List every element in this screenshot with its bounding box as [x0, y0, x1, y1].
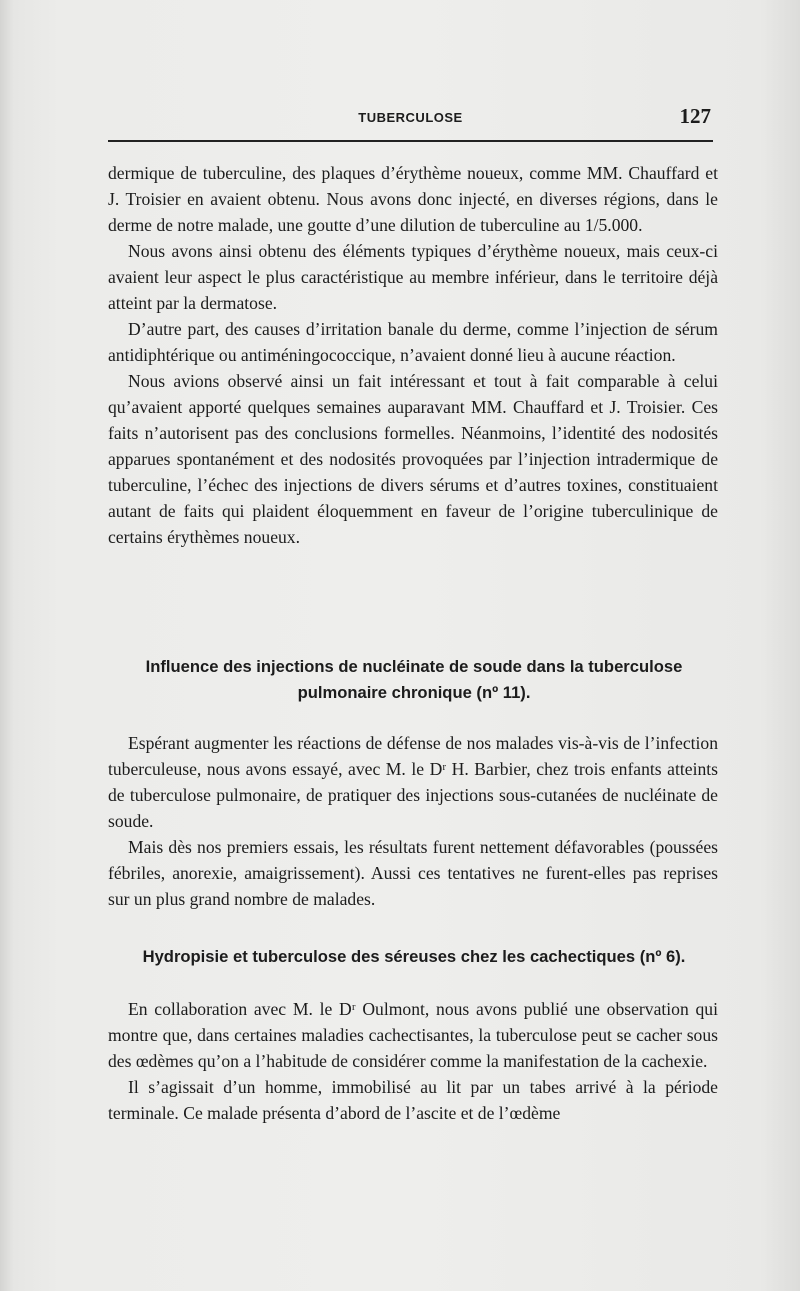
paragraph: En collaboration avec M. le Dʳ Oulmont, nous avons publié une observation qui montre que, dans certaines maladies cachectisantes, la tuberculose peut se cacher sous des œdèmes qu’on a l’habitude de considérer comme la manifestation de la cachexie. — [108, 999, 718, 1071]
paragraph: D’autre part, des causes d’irritation banale du derme, comme l’injection de sérum antidiphtérique ou antiméningococcique, n’avaient donné lieu à aucune réaction. — [108, 319, 718, 365]
paragraph: Mais dès nos premiers essais, les résultats furent nettement défavorables (poussées fébriles, anorexie, amaigrissement). Aussi ces tentatives ne furent-elles pas reprises sur un plus grand nombre de malades. — [108, 837, 718, 909]
heading-line: Influence des injections de nucléinate de soude dans la tuberculose — [145, 657, 683, 676]
heading-line: Hydropisie et tuberculose des séreuses chez les cachectiques (nº 6). — [142, 947, 686, 966]
header-rule — [108, 140, 713, 142]
running-header — [108, 104, 713, 132]
paragraph: Espérant augmenter les réactions de défense de nos malades vis-à-vis de l’infection tuberculeuse, nous avons essayé, avec M. le Dʳ H. Barbier, chez trois enfants atteints de tuberculose pulmonaire, de pratiquer des injections sous-cutanées de nucléinate de soude. — [108, 733, 718, 831]
paragraph: Nous avions observé ainsi un fait intéressant et tout à fait comparable à celui qu’avaient apporté quelques semaines auparavant MM. Chauffard et J. Troisier. Ces faits n’autorisent pas des conclusions formelles. Néanmoins, l’identité des nodosités apparues spontanément et des nodosités provoquées par l’injection intradermique de tuberculine, l’échec des injections de divers sérums et d’autres toxines, constituaient autant de faits qui plaident éloquemment en faveur de l’origine tuberculinique de certains érythèmes noueux. — [108, 371, 718, 547]
section-heading-nucleinate — [108, 654, 720, 706]
paragraph: dermique de tuberculine, des plaques d’érythème noueux, comme MM. Chauffard et J. Troisier en avaient obtenu. Nous avons donc injecté, en diverses régions, dans le derme de notre malade, une goutte d’une dilution de tuberculine au 1/5.000. — [108, 163, 718, 235]
body-text-block — [108, 160, 718, 550]
paragraph: Il s’agissait d’un homme, immobilisé au lit par un tabes arrivé à la période terminale. Ce malade présenta d’abord de l’ascite et de l’œdème — [108, 1077, 718, 1123]
paragraph: Nous avons ainsi obtenu des éléments typiques d’érythème noueux, mais ceux-ci avaient leur aspect le plus caractéristique au membre inférieur, dans le territoire déjà atteint par la dermatose. — [108, 241, 718, 313]
heading-line: pulmonaire chronique (nº 11). — [297, 683, 531, 702]
section-heading-hydropisie — [108, 944, 720, 970]
section-nucleinate-text — [108, 730, 718, 912]
page-number: 127 — [679, 104, 711, 128]
running-title: TUBERCULOSE — [358, 110, 463, 125]
section-hydropisie-text — [108, 996, 718, 1126]
